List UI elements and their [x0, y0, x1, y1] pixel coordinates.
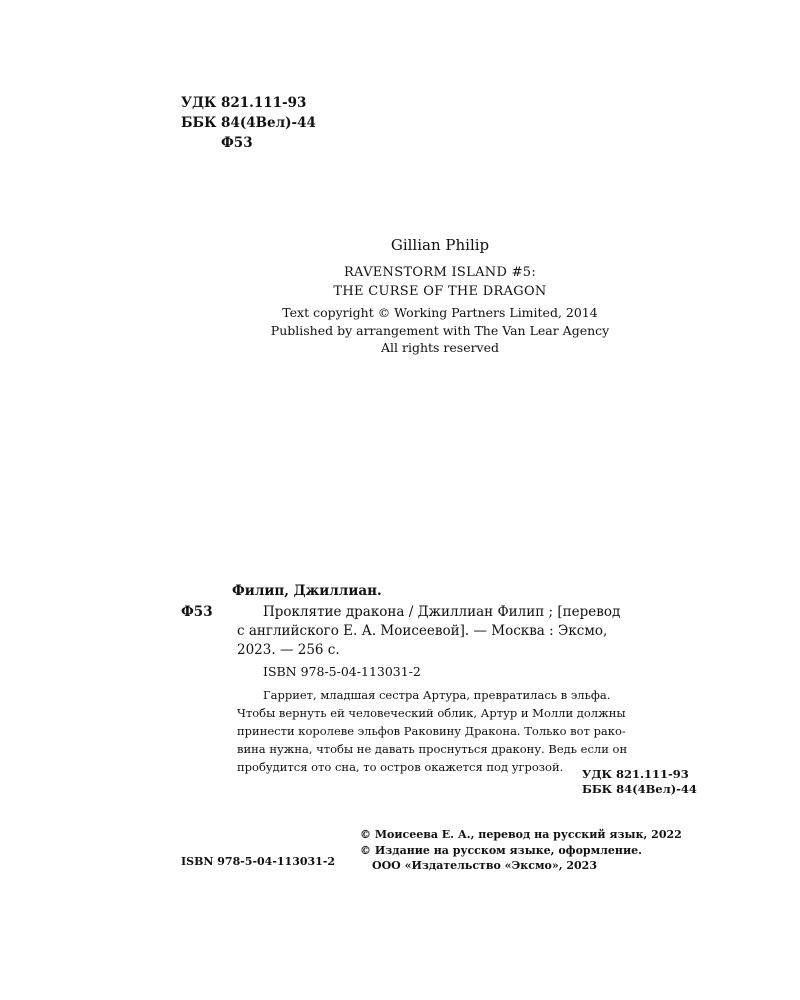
legal-line-2: © Издание на русском языке, оформление. — [360, 843, 642, 857]
annotation-line-3: принести королеве эльфов Раковину Дракона. Только вот рако- — [237, 724, 626, 738]
annotation-line-4: вина нужна, чтобы не давать проснуться дракону. Ведь если он — [237, 742, 628, 756]
catalog-code: Ф53 — [181, 604, 213, 620]
annotation — [237, 686, 699, 776]
annotation-line-5: пробудится ото сна, то остров окажется под угрозой. — [237, 760, 564, 774]
header-classification — [181, 93, 316, 153]
footer-isbn: ISBN 978-5-04-113031-2 — [181, 855, 336, 868]
annotation-line-1: Гарриет, младшая сестра Артура, превратилась в эльфа. — [263, 688, 611, 702]
catalog-line-3: 2023. — 256 с. — [237, 642, 340, 658]
annotation-line-2: Чтобы вернуть ей человеческий облик, Артур и Молли должны — [237, 706, 626, 720]
original-author: Gillian Philip — [390, 236, 490, 254]
copyright-line-3: All rights reserved — [380, 340, 500, 355]
catalog-line-1: Проклятие дракона / Джиллиан Филип ; [перевод — [263, 604, 621, 620]
copyright-line-1: Text copyright © Working Partners Limited, 2014 — [282, 305, 598, 320]
header-bbk: ББК 84(4Вел)-44 — [181, 115, 316, 131]
catalog-description — [237, 603, 703, 660]
catalog-line-2: с английского Е. А. Моисеевой]. — Москва : Эксмо, — [237, 623, 608, 639]
footer-udk: УДК 821.111-93 — [582, 767, 689, 781]
original-title — [0, 263, 800, 301]
legal-line-3: ООО «Издательство «Эксмо», 2023 — [372, 859, 597, 872]
original-copyright — [0, 304, 800, 357]
footer-bbk: ББК 84(4Вел)-44 — [582, 782, 697, 796]
legal-line-1: © Моисеева Е. А., перевод на русский язык, 2022 — [360, 828, 682, 841]
catalog-isbn: ISBN 978-5-04-113031-2 — [263, 664, 421, 679]
header-code: Ф53 — [221, 135, 253, 151]
copyright-line-2: Published by arrangement with The Van Lear Agency — [270, 322, 610, 338]
header-udk: УДК 821.111-93 — [181, 95, 307, 111]
original-title-line-1: RAVENSTORM ISLAND #5: — [343, 265, 537, 280]
catalog-author: Филип, Джиллиан. — [232, 583, 382, 599]
footer-classification — [582, 767, 697, 797]
legal-notice — [360, 827, 682, 874]
original-title-line-2: THE CURSE OF THE DRAGON — [333, 284, 547, 299]
